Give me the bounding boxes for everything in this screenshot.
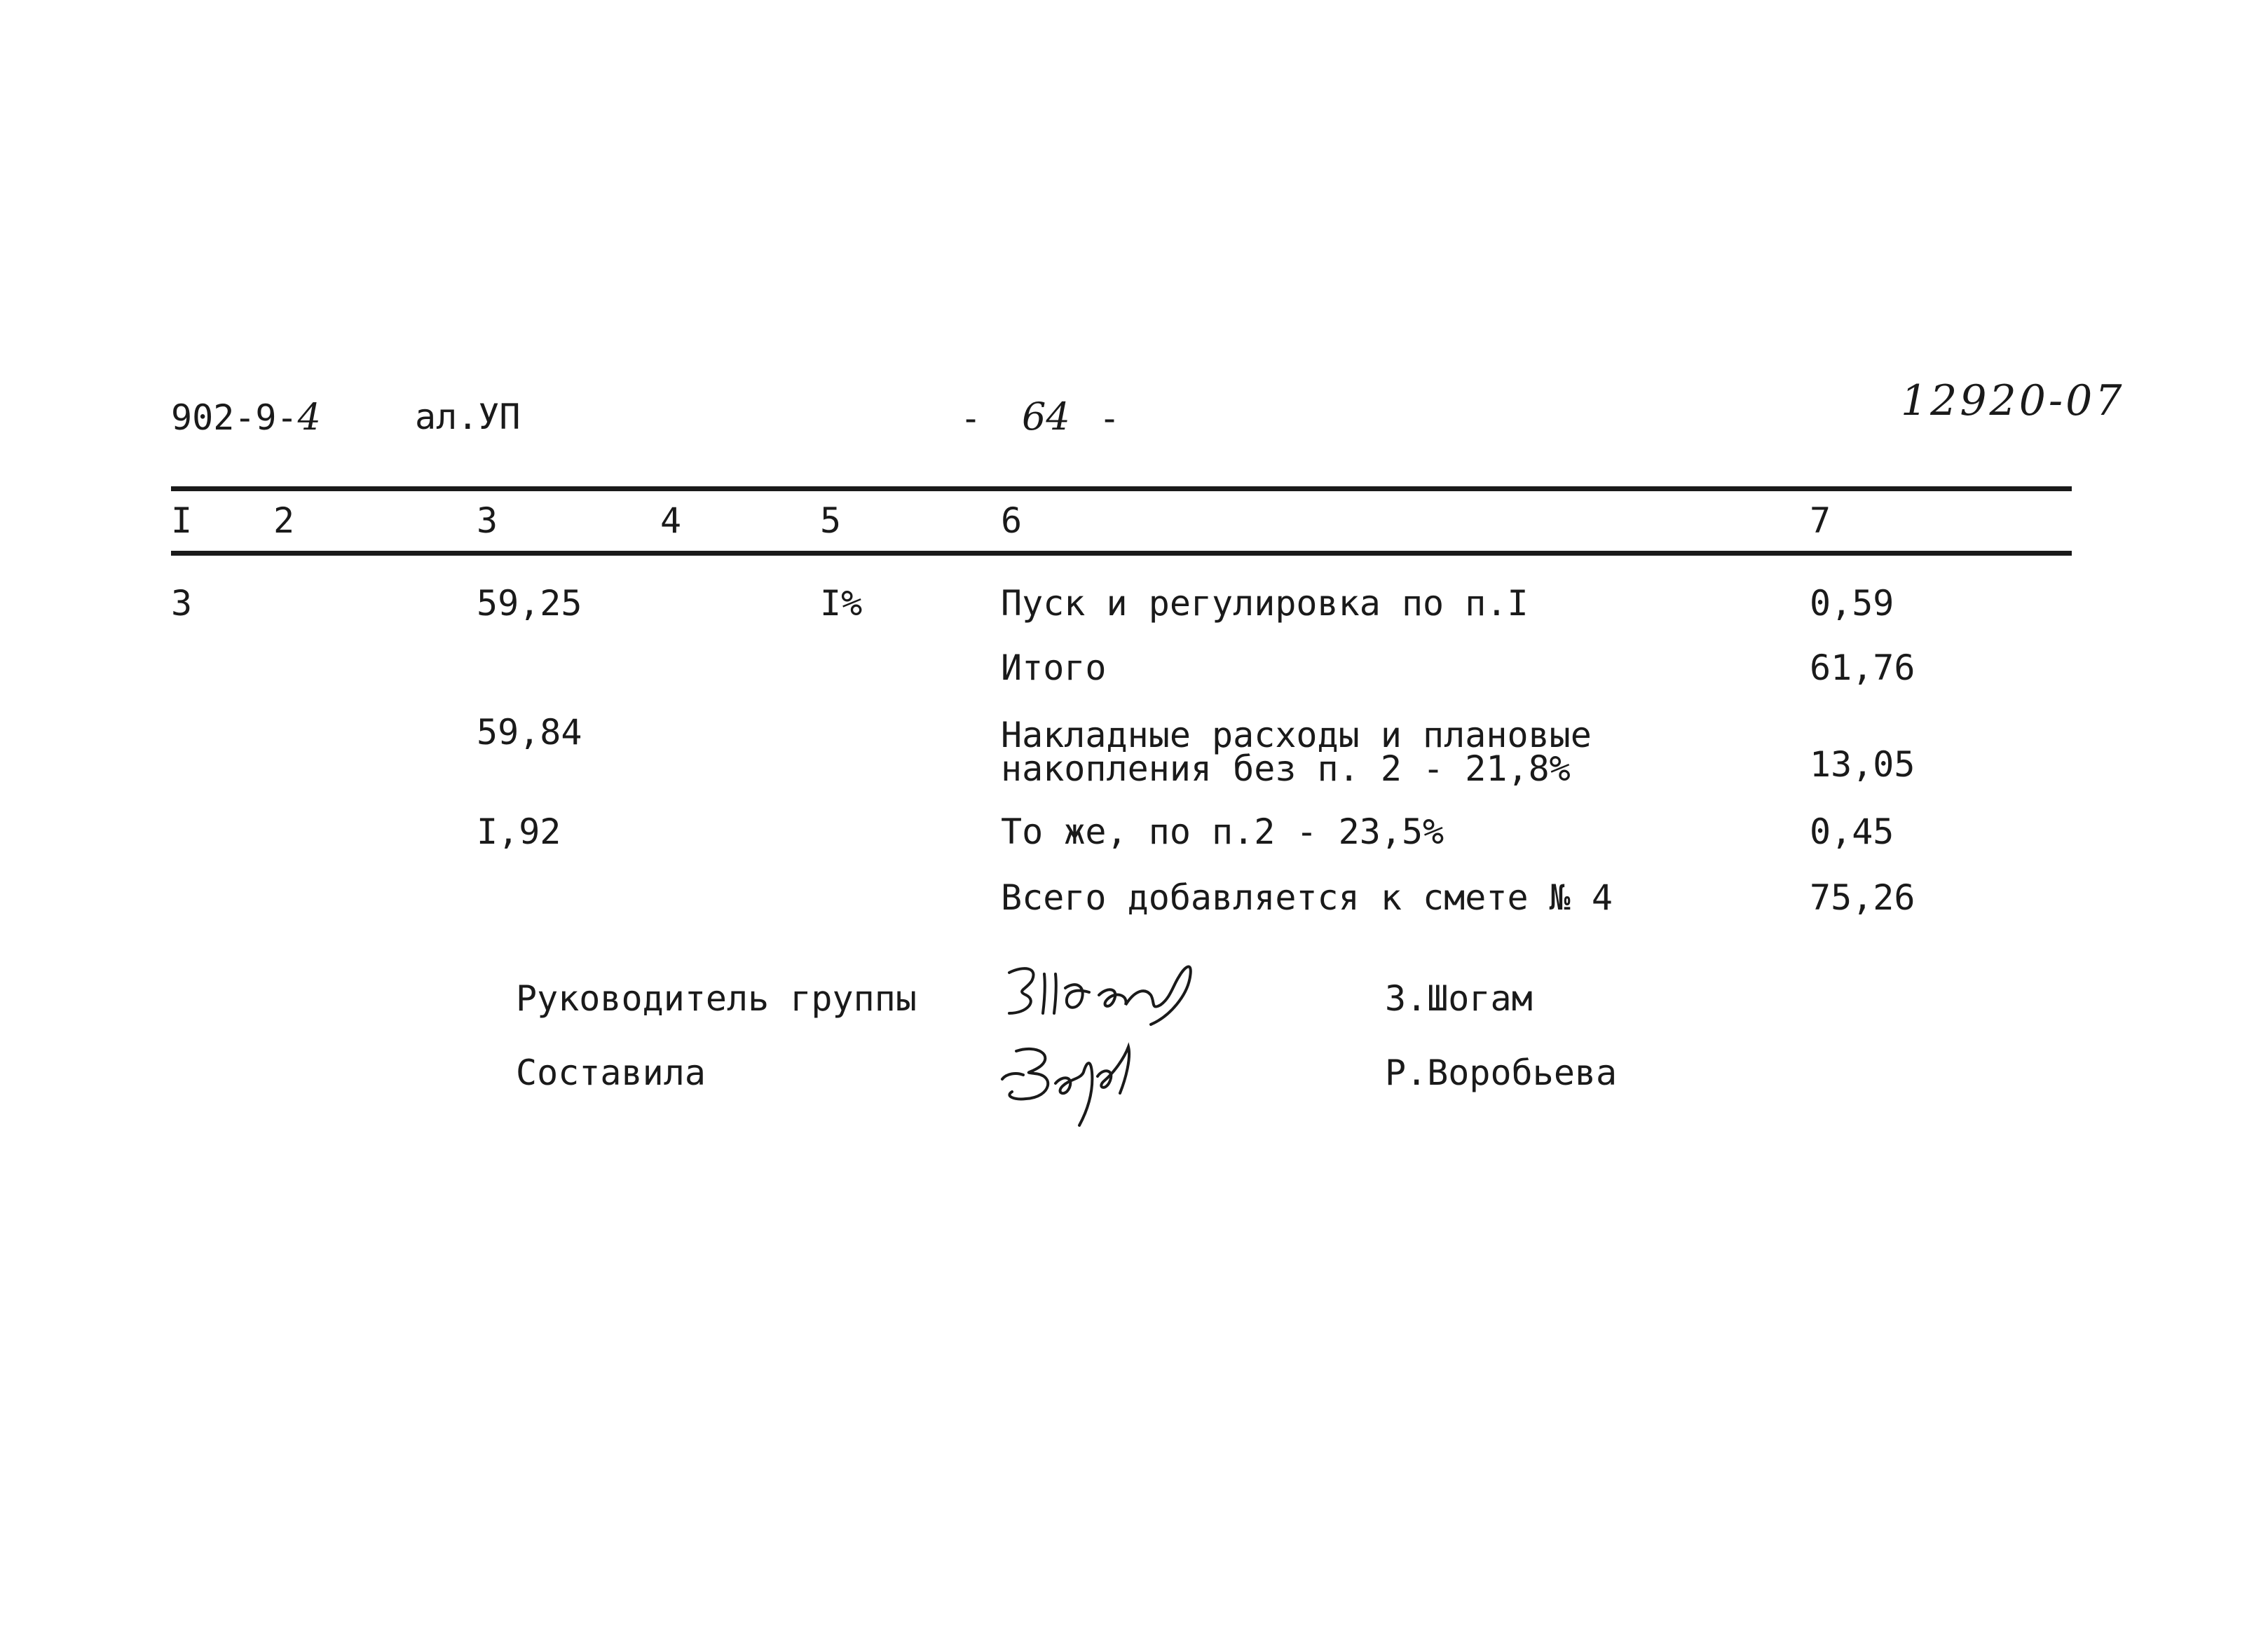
signature-role: Составила (516, 1052, 706, 1093)
column-header-6: 6 (1001, 500, 1023, 541)
item-description-line-1: Накладные расходы и плановые (1001, 715, 1592, 755)
document-code-prefix: 902-9- (171, 397, 298, 438)
signatory-name: З.Шогам (1385, 978, 1533, 1019)
base-value: I,92 (477, 811, 561, 852)
column-header-5: 5 (820, 500, 842, 541)
signatory-name: Р.Воробьева (1385, 1052, 1618, 1093)
table-top-rule (171, 486, 2072, 491)
column-header-1: I (171, 500, 193, 541)
base-value: 59,25 (477, 583, 582, 624)
handwritten-signature (995, 1030, 1163, 1128)
inventory-number: 12920-07 (1901, 376, 2125, 425)
item-description-line-2: накопления без п. 2 - 21,8% (1001, 748, 1571, 789)
column-header-3: 3 (477, 500, 498, 541)
base-value: 59,84 (477, 712, 582, 753)
table-header-rule (171, 551, 2072, 556)
column-header-7: 7 (1810, 500, 1831, 541)
amount-value: 61,76 (1810, 647, 1915, 688)
handwritten-signature (995, 946, 1234, 1030)
page-number: 64 (1022, 395, 1070, 439)
signature-role: Руководитель группы (516, 978, 917, 1019)
page-dash-right: - (1099, 398, 1121, 439)
amount-value: 75,26 (1810, 877, 1915, 918)
document-code-suffix: 4 (297, 397, 321, 439)
column-header-4: 4 (660, 500, 682, 541)
item-description: Всего добавляется к смете № 4 (1001, 877, 1613, 918)
item-description: Итого (1001, 647, 1107, 688)
amount-value: 0,45 (1810, 811, 1894, 852)
column-header-2: 2 (273, 500, 295, 541)
row-number: 3 (171, 583, 193, 624)
rate-value: I% (820, 583, 863, 624)
album-label: ал.УП (415, 397, 521, 437)
page-dash-left: - (960, 398, 982, 439)
amount-value: 13,05 (1810, 744, 1915, 785)
item-description: Пуск и регулировка по п.I (1001, 583, 1529, 624)
amount-value: 0,59 (1810, 583, 1894, 624)
document-code (171, 397, 321, 439)
item-description: То же, по п.2 - 23,5% (1001, 811, 1444, 852)
